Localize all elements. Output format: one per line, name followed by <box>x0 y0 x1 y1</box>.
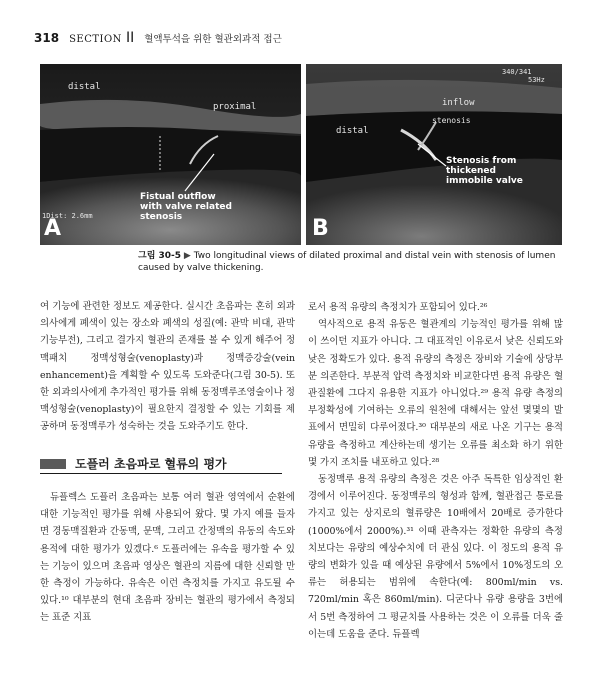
label-distal-a: distal <box>68 82 101 92</box>
section-roman-numeral: II <box>125 30 135 46</box>
right-column <box>308 299 563 643</box>
section-label: SECTION <box>69 34 122 45</box>
section-heading-text: 도플러 초음파로 혈류의 평가 <box>75 457 227 471</box>
annotation-valve-stenosis: Stenosis from thickened immobile valve <box>446 156 523 186</box>
caption-label: 그림 30-5 <box>138 251 182 261</box>
corner-readout-b-2: 53Hz <box>528 76 545 84</box>
caption-marker: ▶ <box>183 251 191 261</box>
heading-bar-marker <box>40 459 66 469</box>
ultrasound-image-b <box>306 64 562 245</box>
label-distal-b: distal <box>336 126 369 136</box>
ultrasound-panel-a <box>40 64 301 245</box>
paragraph: 동정맥루 용적 유량의 측정은 것은 아주 독특한 임상적인 환경에서 이루어진다. 동정맥루의 형성과 함께, 혈관접근 통로를 가지고 있는 상지로의 혈류량은 10배에서 20배로 증가한다(1000%에서 2000%).³¹ 이때 관측자는 정확한 유량의 측정치보다는 유량의 예상수치에 더 관심 있다. 이 정도의 용적 유량의 변화가 있을 때 예상된 유량에서 5%에서 10%정도의 오류는 허용되는 범위에 속한다(예: 800ml/min vs. 720ml/min 혹은 860ml/min). 디굳다나 유량 용량을 3번에서 5번 측정하여 그 평균치를 사용하는 것은 이 오류를 더욱 줄이는데 도움을 준다. 듀플렉 <box>308 474 563 640</box>
panel-letter-a: A <box>44 216 62 241</box>
section-heading <box>40 454 282 474</box>
figure-caption <box>138 250 568 274</box>
label-inflow-b: inflow <box>442 98 475 108</box>
measurement-readout-a: 1Dist: 2.6mm <box>42 212 93 220</box>
label-stenosis-b: stenosis <box>432 116 471 125</box>
caption-text: Two longitudinal views of dilated proximal and distal vein with stenosis of lumen caused by valve thickening. <box>138 251 556 273</box>
label-proximal-a: proximal <box>213 102 257 112</box>
paragraph: 로서 용적 유량의 측정치가 포함되어 있다.²⁶ <box>308 302 488 313</box>
paragraph: 듀플렉스 도플러 초음파는 보통 여러 혈관 영역에서 순환에 대한 기능적인 평가를 위해 사용되어 왔다. 몇 가지 예를 들자면 경동맥질환과 간동맥, 문맥, 그리고 간정맥의 유동의 속도와 용적에 대한 평가가 있겠다.⁶ 도플러에는 유속을 평가할 수 있는 기능이 있으며 초음파 영상은 혈관의 지름에 대한 신뢰할 만한 측정이 가능하다. 유속은 이런 측정치를 가지고 유도될 수 있다.¹⁰ 대부분의 현대 초음파 장비는 혈관의 평가에서 측정되는 표준 지표 <box>40 492 295 624</box>
paragraph: 역사적으로 용적 유동은 혈관계의 기능적인 평가를 위해 많이 쓰이던 지표가 아니다. 그 대표적인 이유로서 낮은 신뢰도와 낮은 정확도가 있다. 용적 유량의 측정은 장비와 기술에 상당부분 의존한다. 부분적 압력 측정치와 비교한다면 용적 유량은 혈관질환에 그다지 유용한 지표가 아니었다.²⁹ 용적 유량 측정의 부정확성에 기여하는 오류의 원천에 대해서는 앞선 몇몇의 발표에서 면밀히 다루어졌다.³⁰ 대부분의 새로 나온 기구는 용적 유량을 측정하고 계산하는데 생기는 오류를 최소화 하기 위한 몇 가지 조치를 내포하고 있다.²⁸ <box>308 319 563 468</box>
page-number: 318 <box>34 31 60 45</box>
ultrasound-panel-b <box>306 64 562 245</box>
paragraph: 여 기능에 관련한 정보도 제공한다. 실시간 초음파는 혼히 외과의사에게 폐색이 있는 장소와 폐색의 성질(예: 관막 비대, 관막 기능부전), 그리고 결가지 혈관의 존재를 볼 수 있게 해주어 정맥패치 정맥성형술(venoplasty)과 정맥증강술(vein enhancement)을 계획할 수 있도록 도와준다(그림 30-5). 또한 외과의사에게 추가적인 평가를 위해 동정맥루조영술이나 정맥성형술(venoplasty)이 필요한지 결정할 수 있는 기회를 제공하며 동정맥루가 성숙하는 것을 도와주기도 한다. <box>40 301 295 433</box>
corner-readout-b-1: 340/341 <box>502 68 532 76</box>
left-column-top <box>40 298 295 436</box>
running-header <box>34 30 574 46</box>
running-title: 혈액투석을 위한 혈관외과적 접근 <box>144 34 282 45</box>
panel-letter-b: B <box>312 216 329 241</box>
left-column-bottom <box>40 489 295 627</box>
annotation-outflow-stenosis: Fistual outflow with valve related stenosis <box>140 192 232 222</box>
